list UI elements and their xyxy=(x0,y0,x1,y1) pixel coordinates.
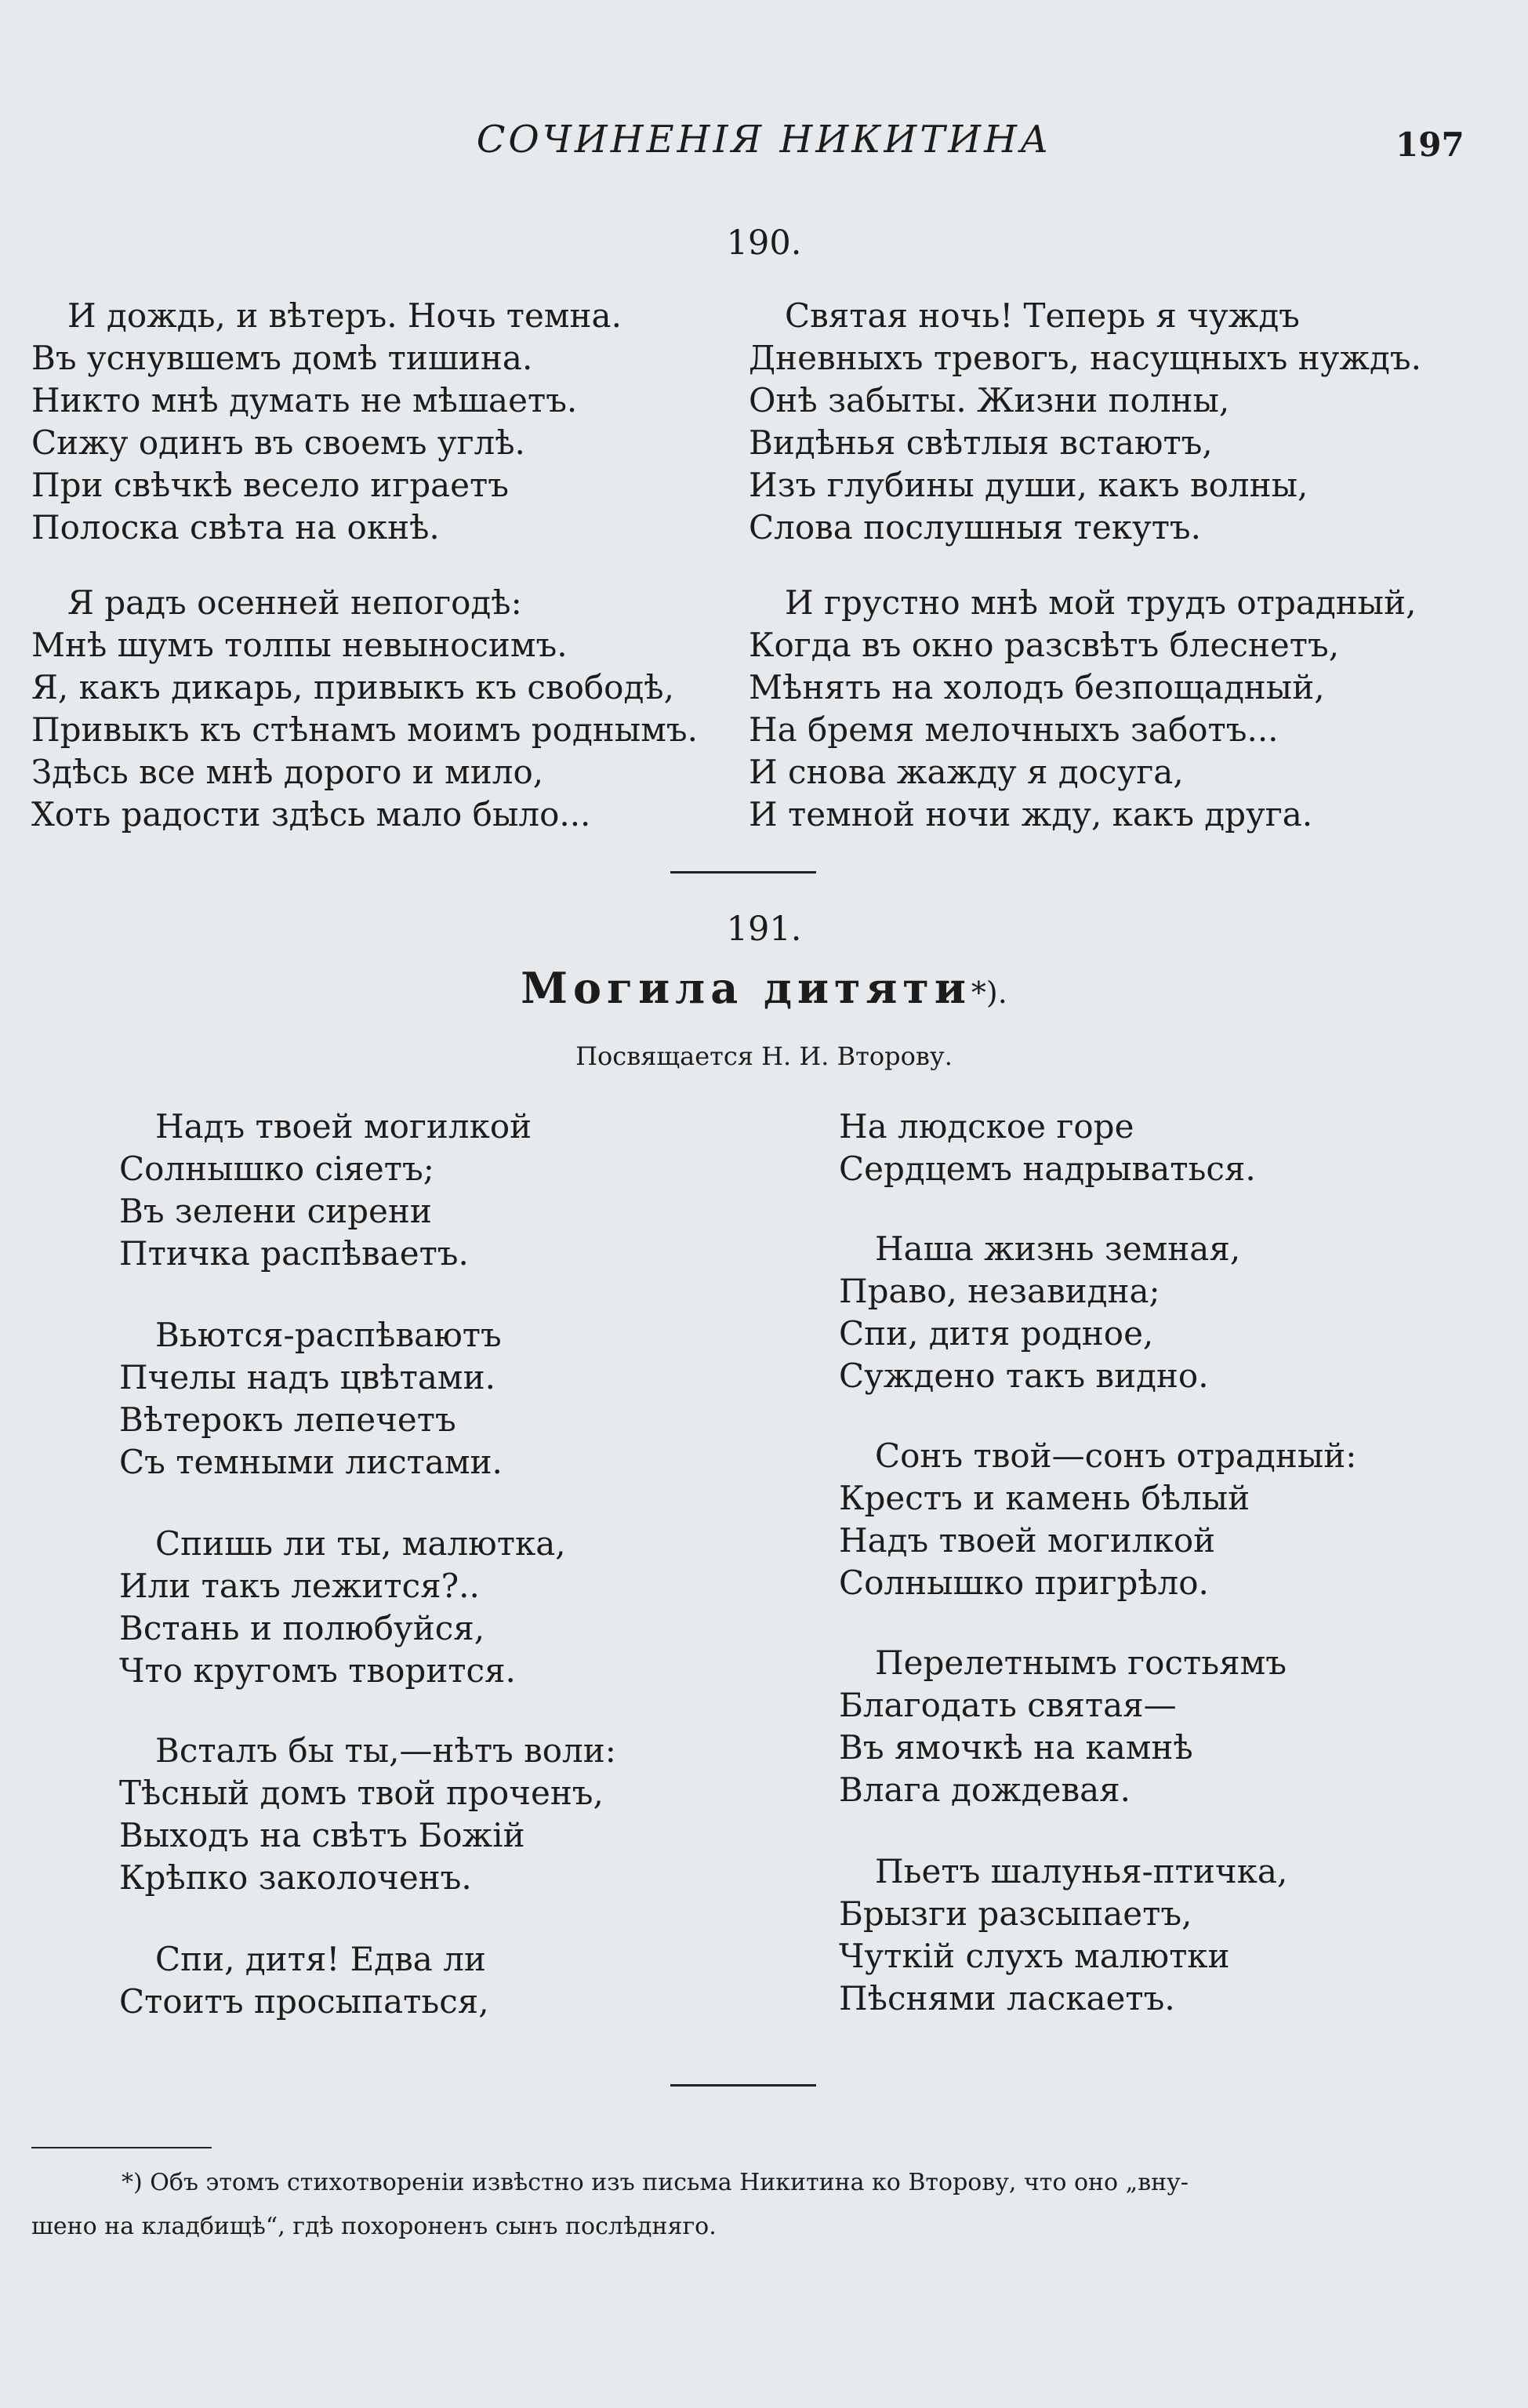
stanza xyxy=(31,295,622,549)
verse-line: Святая ночь! Теперь я чуждъ xyxy=(785,296,1300,335)
verse-line: Пьетъ шалунья-птичка, xyxy=(875,1852,1288,1890)
verse-line: Спи, дитя родное, xyxy=(839,1314,1154,1353)
verse-line: Мѣнять на холодъ безпощадный, xyxy=(749,668,1325,706)
verse-line: Вьются-распѣваютъ xyxy=(155,1316,502,1354)
verse-line: Онѣ забыты. Жизни полны, xyxy=(749,381,1230,419)
verse-line: Влага дождевая. xyxy=(839,1771,1131,1809)
verse-line: И дождь, и вѣтеръ. Ночь темна. xyxy=(67,296,622,335)
stanza xyxy=(839,1228,1240,1397)
stanza xyxy=(839,1642,1287,1811)
footnote-rule xyxy=(31,2147,212,2148)
verse-line: Я, какъ дикарь, привыкъ къ свободѣ, xyxy=(31,668,674,706)
footnote xyxy=(31,2161,1490,2249)
verse-line: Пчелы надъ цвѣтами. xyxy=(119,1358,495,1396)
section-divider xyxy=(670,2084,816,2087)
stanza xyxy=(119,1314,503,1484)
verse-line: Крѣпко заколоченъ. xyxy=(119,1858,472,1897)
verse-line: Спи, дитя! Едва ли xyxy=(155,1940,486,1978)
verse-line: Встань и полюбуйся, xyxy=(119,1609,485,1647)
verse-line: Или такъ лежится?.. xyxy=(119,1567,480,1605)
verse-line: И снова жажду я досуга, xyxy=(749,753,1184,791)
verse-line: Брызги разсыпаетъ, xyxy=(839,1894,1192,1933)
verse-line: Наша жизнь земная, xyxy=(875,1229,1241,1268)
verse-line: Солнышко сіяетъ; xyxy=(119,1150,434,1188)
poem-number: 190. xyxy=(726,223,802,263)
verse-line: Что кругомъ творится. xyxy=(119,1651,516,1690)
verse-line: Сердцемъ надрываться. xyxy=(839,1150,1256,1188)
verse-line: Вѣтерокъ лепечетъ xyxy=(119,1400,456,1439)
verse-line: Видѣнья свѣтлыя встаютъ, xyxy=(749,423,1213,462)
poem-title xyxy=(0,963,1528,1013)
verse-line: Здѣсь все мнѣ дорого и мило, xyxy=(31,753,544,791)
running-title: СОЧИНЕНІЯ НИКИТИНА xyxy=(476,118,1052,162)
verse-line: Въ уснувшемъ домѣ тишина. xyxy=(31,339,533,377)
verse-line: Солнышко пригрѣло. xyxy=(839,1564,1209,1602)
verse-line: Выходъ на свѣтъ Божій xyxy=(119,1816,525,1854)
verse-line: Съ темными листами. xyxy=(119,1443,503,1481)
verse-line: Слова послушныя текутъ. xyxy=(749,508,1202,547)
verse-line: Въ ямочкѣ на камнѣ xyxy=(839,1728,1193,1767)
verse-line: Привыкъ къ стѣнамъ моимъ роднымъ. xyxy=(31,710,698,749)
verse-line: Надъ твоей могилкой xyxy=(839,1521,1216,1560)
verse-line: Сижу одинъ въ своемъ углѣ. xyxy=(31,423,525,462)
verse-line: Чуткій слухъ малютки xyxy=(839,1937,1230,1975)
stanza xyxy=(839,1106,1256,1190)
stanza xyxy=(119,1106,532,1275)
verse-line: Никто мнѣ думать не мѣшаетъ. xyxy=(31,381,578,419)
verse-line: Птичка распѣваетъ. xyxy=(119,1234,469,1273)
verse-line: На людское горе xyxy=(839,1107,1134,1146)
verse-line: Стоитъ просыпаться, xyxy=(119,1982,489,2021)
verse-line: Хоть радости здѣсь мало было... xyxy=(31,795,591,834)
dedication: Посвящается Н. И. Второву. xyxy=(575,1041,953,1071)
footnote-marker: *). xyxy=(971,975,1007,1010)
verse-line: Полоска свѣта на окнѣ. xyxy=(31,508,440,547)
stanza xyxy=(119,1938,489,2023)
stanza xyxy=(119,1523,566,1692)
footnote-line: *) Объ этомъ стихотвореніи извѣстно изъ письма Никитина ко Второву, что оно „вну- xyxy=(122,2169,1189,2196)
verse-line: Тѣсный домъ твой проченъ, xyxy=(119,1774,604,1812)
verse-line: Право, незавидна; xyxy=(839,1272,1160,1310)
verse-line: Въ зелени сирени xyxy=(119,1192,432,1230)
verse-line: При свѣчкѣ весело играетъ xyxy=(31,466,509,504)
page-number: 197 xyxy=(1396,125,1464,164)
stanza xyxy=(839,1435,1356,1604)
verse-line: И темной ночи жду, какъ друга. xyxy=(749,795,1313,834)
stanza xyxy=(839,1850,1287,2020)
verse-line: Мнѣ шумъ толпы невыносимъ. xyxy=(31,626,568,664)
verse-line: Сонъ твой—сонъ отрадный: xyxy=(875,1436,1357,1475)
stanza xyxy=(31,582,698,836)
verse-line: Дневныхъ тревогъ, насущныхъ нуждъ. xyxy=(749,339,1421,377)
verse-line: Надъ твоей могилкой xyxy=(155,1107,532,1146)
verse-line: Крестъ и камень бѣлый xyxy=(839,1479,1250,1517)
verse-line: Суждено такъ видно. xyxy=(839,1357,1209,1395)
verse-line: Перелетнымъ гостьямъ xyxy=(875,1643,1287,1682)
verse-line: Пѣснями ласкаетъ. xyxy=(839,1979,1175,2018)
section-divider xyxy=(670,871,816,873)
stanza xyxy=(119,1730,616,1899)
verse-line: Всталъ бы ты,—нѣтъ воли: xyxy=(155,1731,616,1770)
verse-line: И грустно мнѣ мой трудъ отрадный, xyxy=(785,583,1417,622)
stanza xyxy=(749,295,1421,549)
verse-line: Я радъ осенней непогодѣ: xyxy=(67,583,522,622)
verse-line: Изъ глубины души, какъ волны, xyxy=(749,466,1308,504)
poem-number: 191. xyxy=(726,910,802,949)
verse-line: На бремя мелочныхъ заботъ... xyxy=(749,710,1279,749)
verse-line: Благодать святая— xyxy=(839,1686,1177,1724)
verse-line: Когда въ окно разсвѣтъ блеснетъ, xyxy=(749,626,1340,664)
poem-title-text: Могила дитяти xyxy=(521,963,971,1013)
verse-line: Спишь ли ты, малютка, xyxy=(155,1524,566,1563)
stanza xyxy=(749,582,1416,836)
footnote-line: шено на кладбищѣ“, гдѣ похороненъ сынъ послѣдняго. xyxy=(31,2213,717,2240)
